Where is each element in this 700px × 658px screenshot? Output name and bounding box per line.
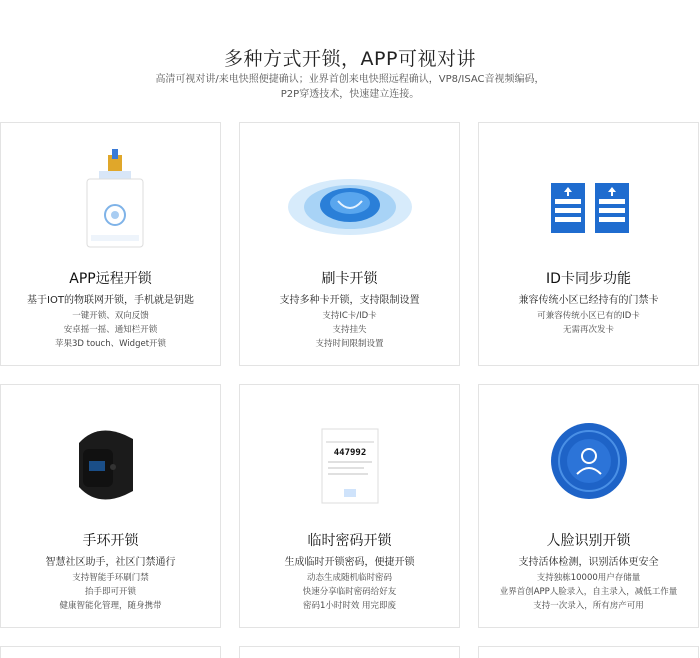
feature-item: 抬手即可开锁 (84, 587, 136, 597)
card-subtitle: 支持多种卡开锁，支持限制设置 (279, 295, 420, 306)
card-feature-list (240, 571, 459, 613)
wristband-icon (1, 385, 220, 525)
temp-password-icon (240, 385, 459, 525)
card-subtitle: 基于IOT的物联网开锁，手机就是钥匙 (27, 295, 194, 306)
feature-item: 动态生成随机临时密码 (306, 573, 392, 583)
feature-card-id-sync[interactable] (478, 122, 699, 366)
feature-item: 支持时间限制设置 (315, 339, 384, 349)
card-title: 人脸识别开锁 (546, 533, 631, 549)
face-recognition-icon (479, 385, 698, 525)
feature-item: 健康智能化管理，随身携带 (59, 601, 162, 611)
password-digits: 447992 (333, 448, 367, 458)
feature-item: 支持IC卡/ID卡 (322, 311, 377, 321)
feature-item: 支持智能手环刷门禁 (72, 573, 149, 583)
feature-item: 无需再次发卡 (562, 325, 614, 335)
id-sync-icon (479, 123, 698, 263)
feature-item: 苹果3D touch、Widget开锁 (54, 339, 167, 349)
feature-item: 支持独栋10000用户存储量 (536, 573, 641, 583)
card-title: 刷卡开锁 (321, 271, 378, 287)
feature-item: 一键开锁、双向反馈 (72, 311, 149, 321)
card-feature-list (479, 309, 698, 337)
card-feature-list (1, 571, 220, 613)
feature-card-app-unlock[interactable] (0, 122, 221, 366)
feature-item: 安卓摇一摇、通知栏开锁 (63, 325, 158, 335)
feature-card-partial (0, 646, 221, 658)
feature-card-card-unlock[interactable] (239, 122, 460, 366)
card-title: 手环开锁 (82, 533, 139, 549)
card-title: APP远程开锁 (69, 271, 152, 287)
feature-card-temp-password[interactable] (239, 384, 460, 628)
phone-unlock-icon (1, 123, 220, 263)
subtitle-line-1: 高清可视对讲/来电快照便捷确认；业界首创来电快照远程确认，VP8/ISAC音视频编码， (155, 74, 545, 85)
feature-card-wristband[interactable] (0, 384, 221, 628)
card-title: ID卡同步功能 (546, 271, 631, 287)
feature-item: 支持一次录入，所有房产可用 (533, 601, 644, 611)
card-subtitle: 智慧社区助手，社区门禁通行 (45, 557, 176, 568)
card-feature-list (479, 571, 698, 613)
feature-card-partial (478, 646, 699, 658)
feature-item: 快速分享临时密码给好友 (302, 587, 397, 597)
section-title: 多种方式开锁，APP可视对讲 (224, 48, 476, 70)
card-title: 临时密码开锁 (307, 533, 392, 549)
feature-item: 业界首创APP人脸录入，自主录入，减低工作量 (499, 587, 678, 597)
feature-item: 支持挂失 (332, 325, 367, 335)
subtitle-line-2: P2P穿透技术，快速建立连接。 (280, 89, 420, 100)
feature-item: 密码1小时时效 用完即废 (302, 601, 397, 611)
card-feature-list (1, 309, 220, 351)
feature-card-face-recognition[interactable] (478, 384, 699, 628)
card-subtitle: 生成临时开锁密码，便捷开锁 (284, 557, 415, 568)
card-subtitle: 兼容传统小区已经持有的门禁卡 (518, 295, 659, 306)
card-subtitle: 支持活体检测，识别活体更安全 (518, 557, 659, 568)
feature-item: 可兼容传统小区已有的ID卡 (537, 311, 640, 321)
section-subtitle (150, 72, 550, 102)
card-feature-list (240, 309, 459, 351)
feature-card-partial (239, 646, 460, 658)
card-reader-icon (240, 123, 459, 263)
